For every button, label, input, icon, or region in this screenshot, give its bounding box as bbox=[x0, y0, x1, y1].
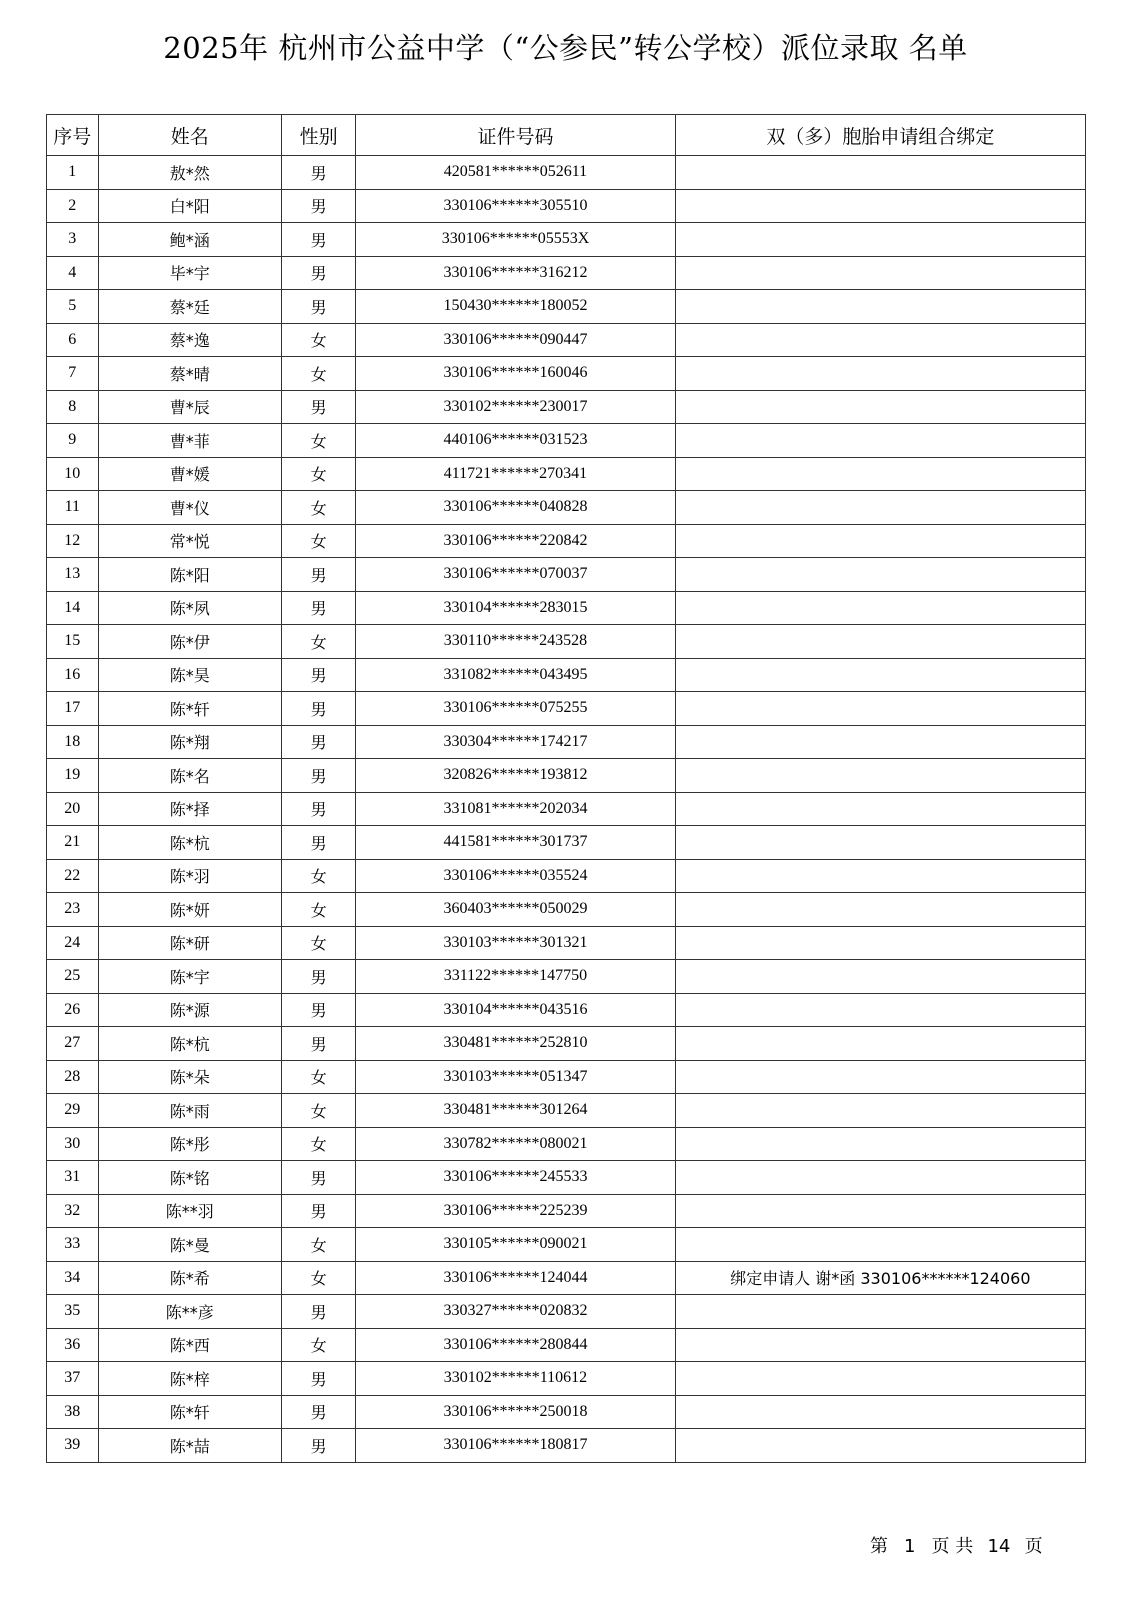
cell-gender: 男 bbox=[282, 1161, 356, 1195]
cell-twin-binding bbox=[675, 1194, 1085, 1228]
cell-index: 24 bbox=[47, 926, 99, 960]
cell-twin-binding bbox=[675, 792, 1085, 826]
table-row bbox=[47, 189, 1086, 223]
table-row bbox=[47, 1328, 1086, 1362]
cell-name: 毕*宇 bbox=[98, 256, 281, 290]
table-row bbox=[47, 1060, 1086, 1094]
table-row bbox=[47, 1395, 1086, 1429]
table-row bbox=[47, 424, 1086, 458]
cell-index: 37 bbox=[47, 1362, 99, 1396]
cell-twin-binding bbox=[675, 457, 1085, 491]
cell-twin-binding bbox=[675, 1161, 1085, 1195]
cell-id-number: 330106******070037 bbox=[356, 558, 676, 592]
cell-twin-binding bbox=[675, 1328, 1085, 1362]
cell-index: 25 bbox=[47, 960, 99, 994]
table-row bbox=[47, 256, 1086, 290]
cell-index: 34 bbox=[47, 1261, 99, 1295]
cell-twin-binding bbox=[675, 1362, 1085, 1396]
cell-name: 曹*媛 bbox=[98, 457, 281, 491]
cell-twin-binding bbox=[675, 223, 1085, 257]
cell-twin-binding bbox=[675, 558, 1085, 592]
cell-index: 13 bbox=[47, 558, 99, 592]
cell-index: 20 bbox=[47, 792, 99, 826]
cell-name: 曹*辰 bbox=[98, 390, 281, 424]
cell-index: 23 bbox=[47, 893, 99, 927]
table-row bbox=[47, 1261, 1086, 1295]
cell-index: 35 bbox=[47, 1295, 99, 1329]
table-row bbox=[47, 223, 1086, 257]
cell-index: 36 bbox=[47, 1328, 99, 1362]
cell-id-number: 330106******305510 bbox=[356, 189, 676, 223]
cell-twin-binding bbox=[675, 424, 1085, 458]
cell-twin-binding bbox=[675, 1429, 1085, 1463]
cell-name: 蔡*逸 bbox=[98, 323, 281, 357]
cell-gender: 男 bbox=[282, 390, 356, 424]
cell-twin-binding bbox=[675, 1094, 1085, 1128]
cell-id-number: 330106******280844 bbox=[356, 1328, 676, 1362]
cell-index: 3 bbox=[47, 223, 99, 257]
cell-index: 30 bbox=[47, 1127, 99, 1161]
cell-id-number: 330106******180817 bbox=[356, 1429, 676, 1463]
table-row bbox=[47, 156, 1086, 190]
cell-gender: 女 bbox=[282, 1261, 356, 1295]
cell-name: 陈*杭 bbox=[98, 1027, 281, 1061]
cell-index: 19 bbox=[47, 759, 99, 793]
cell-id-number: 330106******250018 bbox=[356, 1395, 676, 1429]
table-row bbox=[47, 893, 1086, 927]
cell-gender: 男 bbox=[282, 1027, 356, 1061]
cell-gender: 男 bbox=[282, 558, 356, 592]
cell-twin-binding bbox=[675, 759, 1085, 793]
table-row bbox=[47, 1228, 1086, 1262]
cell-index: 1 bbox=[47, 156, 99, 190]
cell-name: 陈*妍 bbox=[98, 893, 281, 927]
cell-name: 陈*西 bbox=[98, 1328, 281, 1362]
cell-id-number: 420581******052611 bbox=[356, 156, 676, 190]
cell-index: 32 bbox=[47, 1194, 99, 1228]
cell-gender: 男 bbox=[282, 826, 356, 860]
header-id-number: 证件号码 bbox=[356, 115, 676, 156]
cell-gender: 女 bbox=[282, 1228, 356, 1262]
cell-index: 9 bbox=[47, 424, 99, 458]
cell-name: 陈*梓 bbox=[98, 1362, 281, 1396]
cell-twin-binding bbox=[675, 1027, 1085, 1061]
cell-name: 陈*彤 bbox=[98, 1127, 281, 1161]
cell-name: 陈*朵 bbox=[98, 1060, 281, 1094]
table-row bbox=[47, 692, 1086, 726]
cell-index: 2 bbox=[47, 189, 99, 223]
cell-name: 陈*轩 bbox=[98, 1395, 281, 1429]
cell-index: 15 bbox=[47, 625, 99, 659]
cell-index: 26 bbox=[47, 993, 99, 1027]
table-row bbox=[47, 1295, 1086, 1329]
cell-name: 曹*仪 bbox=[98, 491, 281, 525]
cell-name: 陈*夙 bbox=[98, 591, 281, 625]
cell-gender: 男 bbox=[282, 189, 356, 223]
table-row bbox=[47, 792, 1086, 826]
table-row bbox=[47, 1194, 1086, 1228]
cell-index: 31 bbox=[47, 1161, 99, 1195]
cell-twin-binding bbox=[675, 256, 1085, 290]
cell-gender: 男 bbox=[282, 960, 356, 994]
cell-id-number: 441581******301737 bbox=[356, 826, 676, 860]
cell-gender: 男 bbox=[282, 591, 356, 625]
table-row bbox=[47, 1362, 1086, 1396]
cell-index: 17 bbox=[47, 692, 99, 726]
cell-twin-binding bbox=[675, 893, 1085, 927]
cell-gender: 男 bbox=[282, 223, 356, 257]
cell-name: 鲍*涵 bbox=[98, 223, 281, 257]
cell-index: 5 bbox=[47, 290, 99, 324]
cell-id-number: 330106******075255 bbox=[356, 692, 676, 726]
cell-gender: 男 bbox=[282, 759, 356, 793]
cell-index: 4 bbox=[47, 256, 99, 290]
table-row bbox=[47, 1429, 1086, 1463]
cell-gender: 男 bbox=[282, 692, 356, 726]
cell-twin-binding bbox=[675, 658, 1085, 692]
cell-twin-binding bbox=[675, 960, 1085, 994]
cell-gender: 男 bbox=[282, 1429, 356, 1463]
cell-gender: 男 bbox=[282, 1295, 356, 1329]
footer-prefix: 第 bbox=[870, 1536, 888, 1557]
cell-gender: 女 bbox=[282, 893, 356, 927]
cell-twin-binding bbox=[675, 290, 1085, 324]
cell-twin-binding bbox=[675, 156, 1085, 190]
cell-gender: 男 bbox=[282, 156, 356, 190]
cell-id-number: 330327******020832 bbox=[356, 1295, 676, 1329]
table-row bbox=[47, 926, 1086, 960]
cell-gender: 女 bbox=[282, 1127, 356, 1161]
cell-index: 18 bbox=[47, 725, 99, 759]
cell-twin-binding bbox=[675, 725, 1085, 759]
cell-twin-binding bbox=[675, 491, 1085, 525]
cell-id-number: 330103******051347 bbox=[356, 1060, 676, 1094]
table-row bbox=[47, 960, 1086, 994]
footer-middle: 页 共 bbox=[931, 1536, 974, 1557]
cell-name: 陈**彦 bbox=[98, 1295, 281, 1329]
cell-index: 8 bbox=[47, 390, 99, 424]
cell-name: 陈*昊 bbox=[98, 658, 281, 692]
cell-gender: 女 bbox=[282, 424, 356, 458]
cell-name: 陈*轩 bbox=[98, 692, 281, 726]
cell-gender: 女 bbox=[282, 357, 356, 391]
table-row bbox=[47, 993, 1086, 1027]
cell-id-number: 331122******147750 bbox=[356, 960, 676, 994]
footer-total-pages: 14 bbox=[987, 1536, 1011, 1557]
table-row bbox=[47, 725, 1086, 759]
cell-gender: 男 bbox=[282, 993, 356, 1027]
cell-index: 11 bbox=[47, 491, 99, 525]
cell-id-number: 330102******230017 bbox=[356, 390, 676, 424]
footer-suffix: 页 bbox=[1024, 1536, 1043, 1557]
cell-gender: 女 bbox=[282, 625, 356, 659]
table-row bbox=[47, 658, 1086, 692]
cell-id-number: 330106******316212 bbox=[356, 256, 676, 290]
cell-id-number: 330106******035524 bbox=[356, 859, 676, 893]
page-footer bbox=[870, 1532, 1043, 1558]
table-row bbox=[47, 491, 1086, 525]
table-row bbox=[47, 290, 1086, 324]
cell-index: 7 bbox=[47, 357, 99, 391]
cell-twin-binding bbox=[675, 926, 1085, 960]
cell-name: 陈*研 bbox=[98, 926, 281, 960]
table-row bbox=[47, 625, 1086, 659]
cell-name: 常*悦 bbox=[98, 524, 281, 558]
cell-id-number: 330102******110612 bbox=[356, 1362, 676, 1396]
cell-gender: 男 bbox=[282, 1194, 356, 1228]
cell-index: 33 bbox=[47, 1228, 99, 1262]
cell-name: 陈*希 bbox=[98, 1261, 281, 1295]
table-row bbox=[47, 323, 1086, 357]
table-row bbox=[47, 859, 1086, 893]
cell-id-number: 150430******180052 bbox=[356, 290, 676, 324]
cell-twin-binding bbox=[675, 524, 1085, 558]
cell-id-number: 330481******301264 bbox=[356, 1094, 676, 1128]
cell-id-number: 411721******270341 bbox=[356, 457, 676, 491]
cell-id-number: 330110******243528 bbox=[356, 625, 676, 659]
table-row bbox=[47, 357, 1086, 391]
cell-name: 陈*雨 bbox=[98, 1094, 281, 1128]
cell-id-number: 330106******220842 bbox=[356, 524, 676, 558]
cell-index: 28 bbox=[47, 1060, 99, 1094]
header-twin-binding: 双（多）胞胎申请组合绑定 bbox=[675, 115, 1085, 156]
cell-index: 29 bbox=[47, 1094, 99, 1128]
page-title: 2025年 杭州市公益中学（“公参民”转公学校）派位录取 名单 bbox=[163, 31, 968, 65]
cell-id-number: 330104******043516 bbox=[356, 993, 676, 1027]
cell-index: 22 bbox=[47, 859, 99, 893]
cell-twin-binding bbox=[675, 692, 1085, 726]
cell-twin-binding bbox=[675, 1228, 1085, 1262]
cell-id-number: 320826******193812 bbox=[356, 759, 676, 793]
cell-id-number: 330106******225239 bbox=[356, 1194, 676, 1228]
table-row bbox=[47, 390, 1086, 424]
table-header-row bbox=[47, 115, 1086, 156]
cell-twin-binding bbox=[675, 859, 1085, 893]
table-row bbox=[47, 524, 1086, 558]
table-body bbox=[47, 156, 1086, 1463]
cell-index: 6 bbox=[47, 323, 99, 357]
cell-twin-binding bbox=[675, 390, 1085, 424]
cell-id-number: 331081******202034 bbox=[356, 792, 676, 826]
cell-gender: 女 bbox=[282, 1094, 356, 1128]
cell-name: 陈*宇 bbox=[98, 960, 281, 994]
cell-twin-binding bbox=[675, 1395, 1085, 1429]
cell-name: 陈*翔 bbox=[98, 725, 281, 759]
cell-id-number: 330106******040828 bbox=[356, 491, 676, 525]
cell-twin-binding bbox=[675, 826, 1085, 860]
table-row bbox=[47, 1127, 1086, 1161]
cell-id-number: 330104******283015 bbox=[356, 591, 676, 625]
cell-name: 蔡*晴 bbox=[98, 357, 281, 391]
cell-gender: 男 bbox=[282, 658, 356, 692]
cell-twin-binding bbox=[675, 625, 1085, 659]
cell-twin-binding: 绑定申请人 谢*函 330106******124060 bbox=[675, 1261, 1085, 1295]
cell-gender: 女 bbox=[282, 457, 356, 491]
cell-gender: 女 bbox=[282, 1328, 356, 1362]
cell-name: 陈*择 bbox=[98, 792, 281, 826]
cell-gender: 男 bbox=[282, 290, 356, 324]
table-row bbox=[47, 457, 1086, 491]
cell-index: 16 bbox=[47, 658, 99, 692]
cell-id-number: 330103******301321 bbox=[356, 926, 676, 960]
header-gender: 性别 bbox=[282, 115, 356, 156]
cell-id-number: 330106******090447 bbox=[356, 323, 676, 357]
cell-twin-binding bbox=[675, 1295, 1085, 1329]
table-row bbox=[47, 558, 1086, 592]
cell-name: 白*阳 bbox=[98, 189, 281, 223]
cell-gender: 男 bbox=[282, 725, 356, 759]
cell-id-number: 440106******031523 bbox=[356, 424, 676, 458]
cell-gender: 女 bbox=[282, 1060, 356, 1094]
table-row bbox=[47, 1094, 1086, 1128]
cell-twin-binding bbox=[675, 993, 1085, 1027]
cell-name: 陈*源 bbox=[98, 993, 281, 1027]
cell-gender: 女 bbox=[282, 524, 356, 558]
cell-index: 27 bbox=[47, 1027, 99, 1061]
cell-gender: 男 bbox=[282, 256, 356, 290]
cell-name: 陈*杭 bbox=[98, 826, 281, 860]
cell-name: 陈*阳 bbox=[98, 558, 281, 592]
cell-name: 曹*菲 bbox=[98, 424, 281, 458]
cell-id-number: 330304******174217 bbox=[356, 725, 676, 759]
cell-gender: 男 bbox=[282, 1362, 356, 1396]
cell-index: 21 bbox=[47, 826, 99, 860]
admission-table bbox=[46, 114, 1086, 1463]
cell-twin-binding bbox=[675, 189, 1085, 223]
cell-name: 陈*喆 bbox=[98, 1429, 281, 1463]
cell-gender: 男 bbox=[282, 792, 356, 826]
table-row bbox=[47, 1161, 1086, 1195]
cell-id-number: 330106******245533 bbox=[356, 1161, 676, 1195]
cell-gender: 女 bbox=[282, 323, 356, 357]
cell-id-number: 330106******05553X bbox=[356, 223, 676, 257]
cell-twin-binding bbox=[675, 1127, 1085, 1161]
cell-index: 10 bbox=[47, 457, 99, 491]
cell-id-number: 330782******080021 bbox=[356, 1127, 676, 1161]
cell-gender: 男 bbox=[282, 1395, 356, 1429]
cell-id-number: 330105******090021 bbox=[356, 1228, 676, 1262]
cell-name: 陈**羽 bbox=[98, 1194, 281, 1228]
cell-name: 陈*曼 bbox=[98, 1228, 281, 1262]
table-row bbox=[47, 759, 1086, 793]
table-row bbox=[47, 1027, 1086, 1061]
table-row bbox=[47, 826, 1086, 860]
cell-index: 12 bbox=[47, 524, 99, 558]
cell-index: 14 bbox=[47, 591, 99, 625]
cell-twin-binding bbox=[675, 1060, 1085, 1094]
cell-twin-binding bbox=[675, 591, 1085, 625]
cell-gender: 女 bbox=[282, 491, 356, 525]
cell-gender: 女 bbox=[282, 926, 356, 960]
table-row bbox=[47, 591, 1086, 625]
cell-id-number: 330106******124044 bbox=[356, 1261, 676, 1295]
cell-name: 陈*伊 bbox=[98, 625, 281, 659]
cell-name: 陈*铭 bbox=[98, 1161, 281, 1195]
cell-name: 敖*然 bbox=[98, 156, 281, 190]
header-index: 序号 bbox=[47, 115, 99, 156]
cell-id-number: 330481******252810 bbox=[356, 1027, 676, 1061]
cell-id-number: 360403******050029 bbox=[356, 893, 676, 927]
cell-twin-binding bbox=[675, 357, 1085, 391]
cell-index: 39 bbox=[47, 1429, 99, 1463]
cell-id-number: 331082******043495 bbox=[356, 658, 676, 692]
cell-gender: 女 bbox=[282, 859, 356, 893]
cell-twin-binding bbox=[675, 323, 1085, 357]
cell-name: 陈*名 bbox=[98, 759, 281, 793]
cell-name: 陈*羽 bbox=[98, 859, 281, 893]
cell-index: 38 bbox=[47, 1395, 99, 1429]
footer-page-number: 1 bbox=[904, 1536, 916, 1557]
cell-id-number: 330106******160046 bbox=[356, 357, 676, 391]
header-name: 姓名 bbox=[98, 115, 281, 156]
cell-name: 蔡*廷 bbox=[98, 290, 281, 324]
